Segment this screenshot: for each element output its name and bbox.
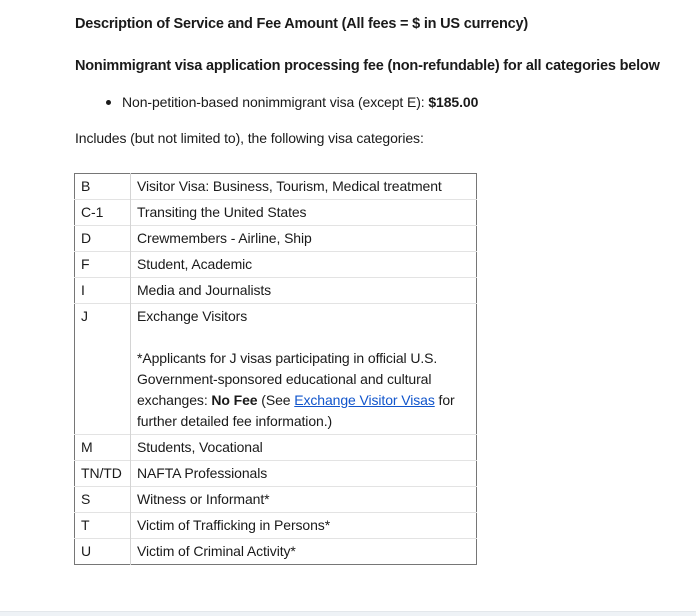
table-row bbox=[75, 200, 477, 226]
table-row bbox=[75, 513, 477, 539]
visa-code: U bbox=[75, 539, 131, 565]
visa-code: B bbox=[75, 174, 131, 200]
visa-code: C-1 bbox=[75, 200, 131, 226]
j-note-mid: (See bbox=[257, 392, 295, 408]
page-title: Description of Service and Fee Amount (All fees = $ in US currency) bbox=[75, 16, 529, 32]
visa-description-j bbox=[131, 304, 477, 435]
bullet-dot-icon bbox=[106, 100, 111, 105]
visa-description: Victim of Criminal Activity* bbox=[131, 539, 477, 565]
table-row-j bbox=[75, 304, 477, 435]
visa-description: Student, Academic bbox=[131, 252, 477, 278]
visa-description: Witness or Informant* bbox=[131, 487, 477, 513]
blank-line bbox=[137, 327, 468, 348]
table-row bbox=[75, 252, 477, 278]
fee-bullet-text bbox=[122, 92, 478, 113]
visa-categories-table bbox=[74, 173, 477, 565]
table-intro-text: Includes (but not limited to), the following visa categories: bbox=[75, 130, 424, 146]
section-subheading: Nonimmigrant visa application processing fee (non-refundable) for all categories below bbox=[75, 58, 660, 74]
j-note-no-fee: No Fee bbox=[211, 392, 258, 408]
visa-code: D bbox=[75, 226, 131, 252]
table-row bbox=[75, 174, 477, 200]
table-row bbox=[75, 278, 477, 304]
j-description: Exchange Visitors bbox=[137, 308, 248, 324]
j-note-before: *Applicants for J visas participating in official U.S. Government-sponsored educational and cultural exchanges: bbox=[137, 350, 438, 408]
visa-description: Students, Vocational bbox=[131, 435, 477, 461]
fee-bullet-item bbox=[75, 92, 678, 113]
visa-description: Transiting the United States bbox=[131, 200, 477, 226]
visa-code: J bbox=[75, 304, 131, 435]
visa-code: S bbox=[75, 487, 131, 513]
visa-description: NAFTA Professionals bbox=[131, 461, 477, 487]
visa-description: Victim of Trafficking in Persons* bbox=[131, 513, 477, 539]
exchange-visitor-visas-link[interactable]: Exchange Visitor Visas bbox=[294, 392, 435, 408]
visa-description: Visitor Visa: Business, Tourism, Medical treatment bbox=[137, 178, 442, 194]
visa-description: Media and Journalists bbox=[131, 278, 477, 304]
visa-code: M bbox=[75, 435, 131, 461]
visa-code: T bbox=[75, 513, 131, 539]
visa-code: TN/TD bbox=[75, 461, 131, 487]
table-row bbox=[75, 435, 477, 461]
table-row bbox=[75, 539, 477, 565]
visa-code: F bbox=[75, 252, 131, 278]
table-row bbox=[75, 226, 477, 252]
fee-bullet-label: Non-petition-based nonimmigrant visa (except E): bbox=[122, 94, 429, 110]
table-row bbox=[75, 461, 477, 487]
j-note-after: for further detailed fee information.) bbox=[137, 392, 455, 429]
next-section-edge bbox=[0, 611, 696, 616]
table-row bbox=[75, 487, 477, 513]
visa-code: I bbox=[75, 278, 131, 304]
fee-amount: $185.00 bbox=[428, 94, 479, 110]
visa-description: Crewmembers - Airline, Ship bbox=[131, 226, 477, 252]
j-note bbox=[137, 348, 468, 432]
